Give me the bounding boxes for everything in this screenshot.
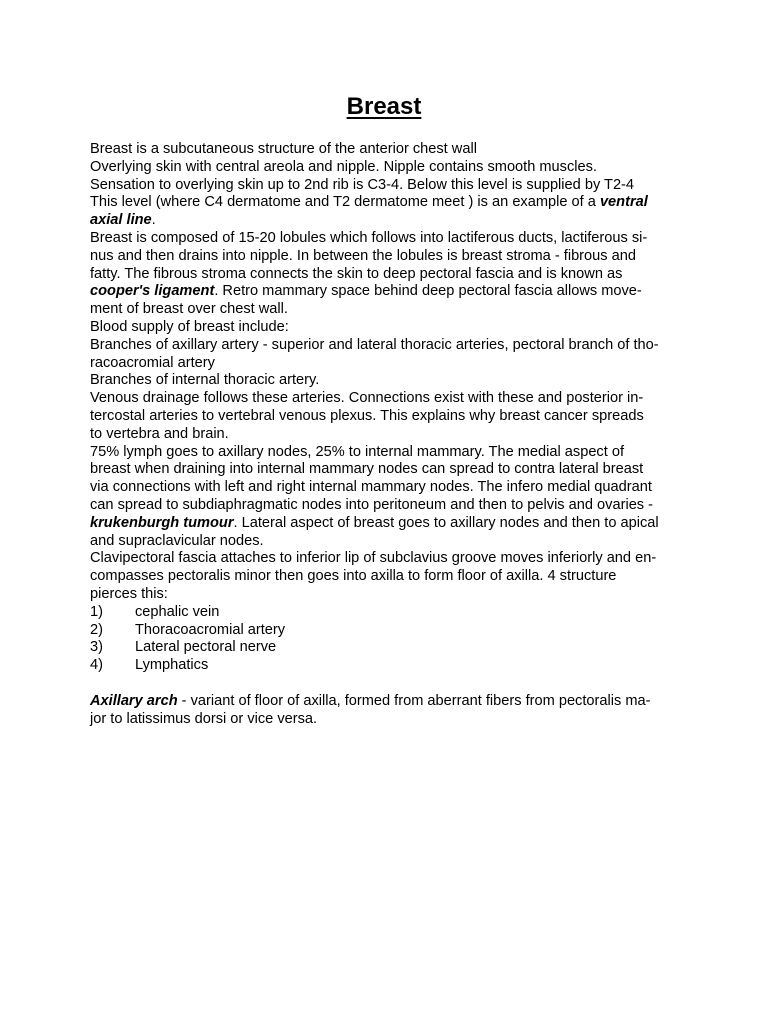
list-number: 2) xyxy=(90,621,103,638)
text-segment: nus and then drains into nipple. In between the lobules is breast stroma - fibrous and xyxy=(90,247,636,264)
emphasized-term: cooper's ligament xyxy=(90,283,215,300)
text-segment: Blood supply of breast include: xyxy=(90,318,289,335)
emphasized-term: krukenburgh tumour xyxy=(90,514,234,531)
emphasized-term: Axillary arch xyxy=(90,692,178,709)
body-line xyxy=(90,159,690,177)
body-line xyxy=(90,230,690,248)
document-body xyxy=(90,141,690,728)
text-segment: - variant of floor of axilla, formed from aberrant fibers from pectoralis ma- xyxy=(177,692,651,709)
body-line xyxy=(90,533,690,551)
text-segment: Venous drainage follows these arteries. Connections exist with these and posterior in- xyxy=(90,390,644,407)
text-segment: and supraclavicular nodes. xyxy=(90,532,264,549)
list-item xyxy=(90,657,690,675)
text-segment: This level (where C4 dermatome and T2 dermatome meet ) is an example of a xyxy=(90,194,600,211)
list-number: 4) xyxy=(90,657,103,674)
text-segment: can spread to subdiaphragmatic nodes into peritoneum and then to pelvis and ovaries - xyxy=(90,496,654,513)
list-item xyxy=(90,639,690,657)
list-item xyxy=(90,604,690,622)
body-line xyxy=(90,301,690,319)
text-segment: ment of breast over chest wall. xyxy=(90,301,288,318)
body-line xyxy=(90,568,690,586)
text-segment: . Lateral aspect of breast goes to axillary nodes and then to apical xyxy=(233,514,659,531)
list-text: Thoracoacromial artery xyxy=(135,621,286,638)
body-line xyxy=(90,372,690,390)
text-segment: jor to latissimus dorsi or vice versa. xyxy=(90,710,318,727)
body-line xyxy=(90,283,690,301)
text-segment: to vertebra and brain. xyxy=(90,425,229,442)
closing-line xyxy=(90,693,690,711)
text-segment: via connections with left and right internal mammary nodes. The infero medial quadrant xyxy=(90,479,652,496)
text-segment: pierces this: xyxy=(90,585,168,602)
text-segment: Branches of internal thoracic artery. xyxy=(90,372,320,389)
text-segment: tercostal arteries to vertebral venous plexus. This explains why breast cancer spreads xyxy=(90,407,644,424)
closing-line xyxy=(90,711,690,729)
body-line xyxy=(90,248,690,266)
emphasized-term: ventral xyxy=(599,194,648,211)
list-text: Lateral pectoral nerve xyxy=(135,639,277,656)
body-line xyxy=(90,515,690,533)
body-line xyxy=(90,212,690,230)
list-text: Lymphatics xyxy=(135,657,209,674)
text-segment: Branches of axillary artery - superior and lateral thoracic arteries, pectoral branch of tho- xyxy=(90,336,659,353)
text-segment: . xyxy=(151,212,156,229)
body-line xyxy=(90,408,690,426)
list-number: 1) xyxy=(90,603,103,620)
text-segment: 75% lymph goes to axillary nodes, 25% to internal mammary. The medial aspect of xyxy=(90,443,625,460)
emphasized-term: axial line xyxy=(90,212,152,229)
body-line xyxy=(90,141,690,159)
list-text: cephalic vein xyxy=(135,603,220,620)
body-line xyxy=(90,550,690,568)
body-line xyxy=(90,426,690,444)
body-line xyxy=(90,479,690,497)
text-segment: . Retro mammary space behind deep pectoral fascia allows move- xyxy=(214,283,642,300)
body-line xyxy=(90,461,690,479)
body-line xyxy=(90,337,690,355)
body-line xyxy=(90,444,690,462)
body-line xyxy=(90,177,690,195)
paragraph-spacer xyxy=(90,675,690,693)
list-item xyxy=(90,622,690,640)
body-line xyxy=(90,266,690,284)
body-line xyxy=(90,194,690,212)
text-segment: racoacromial artery xyxy=(90,354,215,371)
body-line xyxy=(90,586,690,604)
text-segment: Breast is composed of 15-20 lobules which follows into lactiferous ducts, lactiferous si- xyxy=(90,229,648,246)
list-number: 3) xyxy=(90,639,103,656)
text-segment: Clavipectoral fascia attaches to inferior lip of subclavius groove moves inferiorly and en- xyxy=(90,550,657,567)
body-line xyxy=(90,390,690,408)
page-title: Breast xyxy=(346,93,422,120)
text-segment: Overlying skin with central areola and nipple. Nipple contains smooth muscles. xyxy=(90,158,597,175)
body-line xyxy=(90,497,690,515)
text-segment: Breast is a subcutaneous structure of the anterior chest wall xyxy=(90,141,477,157)
text-segment: Sensation to overlying skin up to 2nd rib is C3-4. Below this level is supplied by T2-4 xyxy=(90,176,635,193)
body-line xyxy=(90,319,690,337)
text-segment: breast when draining into internal mammary nodes can spread to contra lateral breast xyxy=(90,461,644,478)
body-line xyxy=(90,355,690,373)
text-segment: compasses pectoralis minor then goes into axilla to form floor of axilla. 4 structure xyxy=(90,568,617,585)
text-segment: fatty. The fibrous stroma connects the skin to deep pectoral fascia and is known as xyxy=(90,265,623,282)
